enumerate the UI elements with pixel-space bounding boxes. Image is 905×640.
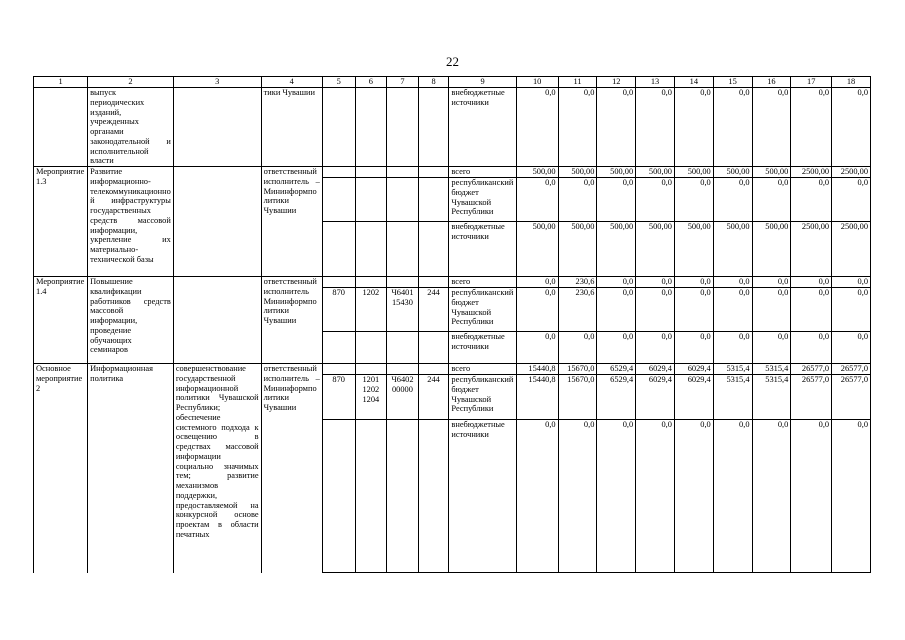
cell-value: 0,0 [752, 420, 791, 573]
cell-code: 244 [418, 375, 449, 420]
cell-code: 1201 1202 1204 [355, 375, 387, 420]
header-cell: 15 [713, 77, 752, 88]
cell-value: 0,0 [791, 288, 832, 332]
cell-value: 6029,4 [674, 375, 713, 420]
cell-results [173, 277, 261, 364]
cell-value: 500,00 [674, 222, 713, 277]
cell-value: 500,00 [597, 167, 636, 178]
cell-value: 2500,00 [791, 222, 832, 277]
header-cell: 7 [387, 77, 419, 88]
cell-value: 0,0 [674, 277, 713, 288]
cell-value: 0,0 [636, 332, 675, 364]
header-cell: 14 [674, 77, 713, 88]
cell-results [173, 88, 261, 167]
cell-source: всего [449, 167, 516, 178]
cell-value: 500,00 [713, 167, 752, 178]
cell-value: 15670,0 [558, 375, 597, 420]
cell-value: 0,0 [674, 178, 713, 222]
cell-value: 230,6 [558, 288, 597, 332]
cell-activity: Мероприятие 1.4 [34, 277, 88, 364]
cell-source: внебюджетные источники [449, 222, 516, 277]
cell-value: 0,0 [832, 420, 871, 573]
cell-value: 0,0 [791, 178, 832, 222]
cell-value: 0,0 [558, 332, 597, 364]
cell-value: 0,0 [713, 288, 752, 332]
cell-value: 0,0 [516, 332, 558, 364]
cell-value: 0,0 [597, 277, 636, 288]
header-cell: 11 [558, 77, 597, 88]
cell-value: 0,0 [674, 332, 713, 364]
cell-value: 500,00 [516, 167, 558, 178]
header-cell: 12 [597, 77, 636, 88]
cell-value: 0,0 [597, 332, 636, 364]
header-cell: 16 [752, 77, 791, 88]
cell-value: 0,0 [674, 88, 713, 167]
cell-results: совершенствование государственной информационной политики Чувашской Республики; обеспечение системного подхода к освещению в средствах массовой информации социально значимых тем; развитие механизмов поддержки, предоставляемой на конкурсной основе проектам в области печатных [173, 364, 261, 573]
cell-value: 26577,0 [832, 375, 871, 420]
cell-activity: Мероприятие 1.3 [34, 167, 88, 277]
cell-source: республиканский бюджет Чувашской Республики [449, 375, 516, 420]
cell-value: 500,00 [597, 222, 636, 277]
table-row [34, 88, 871, 167]
cell-value: 0,0 [791, 88, 832, 167]
cell-value: 0,0 [832, 88, 871, 167]
cell-value: 0,0 [597, 178, 636, 222]
cell-value: 0,0 [791, 332, 832, 364]
page-number: 22 [446, 54, 459, 69]
cell-value: 0,0 [713, 277, 752, 288]
cell-results [173, 167, 261, 277]
cell-value: 0,0 [636, 288, 675, 332]
cell-code: 870 [322, 375, 355, 420]
cell-value: 15670,0 [558, 364, 597, 375]
header-cell: 2 [88, 77, 174, 88]
cell-value: 0,0 [713, 178, 752, 222]
header-cell: 1 [34, 77, 88, 88]
cell-code: 870 [322, 288, 355, 332]
cell-value: 0,0 [597, 420, 636, 573]
cell-title: выпуск периодических изданий, учрежденных органами законодательной и исполнительной власти [88, 88, 174, 167]
cell-code: Ч6402 00000 [387, 375, 419, 420]
cell-value: 0,0 [516, 420, 558, 573]
cell-code: 1202 [355, 288, 387, 332]
cell-value: 500,00 [752, 167, 791, 178]
cell-value: 0,0 [636, 178, 675, 222]
cell-source: республиканский бюджет Чувашской Республики [449, 178, 516, 222]
cell-value: 0,0 [791, 420, 832, 573]
cell-executor: ответственный исполнитель – Мининформполитики Чувашии [261, 364, 322, 573]
cell-value: 26577,0 [832, 364, 871, 375]
cell-value: 0,0 [516, 288, 558, 332]
cell-value: 0,0 [713, 332, 752, 364]
cell-source: внебюджетные источники [449, 88, 516, 167]
header-cell: 17 [791, 77, 832, 88]
header-cell: 8 [418, 77, 449, 88]
cell-value: 0,0 [636, 88, 675, 167]
cell-value: 26577,0 [791, 364, 832, 375]
budget-table [33, 76, 871, 573]
header-cell: 9 [449, 77, 516, 88]
cell-value: 0,0 [597, 88, 636, 167]
cell-value: 6029,4 [674, 364, 713, 375]
cell-value: 0,0 [713, 88, 752, 167]
cell-value: 500,00 [516, 222, 558, 277]
cell-value: 0,0 [597, 288, 636, 332]
header-cell: 3 [173, 77, 261, 88]
cell-value: 0,0 [558, 178, 597, 222]
cell-value: 500,00 [558, 167, 597, 178]
cell-value: 0,0 [752, 332, 791, 364]
header-cell: 13 [636, 77, 675, 88]
cell-value: 0,0 [636, 277, 675, 288]
header-cell: 18 [832, 77, 871, 88]
cell-value: 500,00 [752, 222, 791, 277]
cell-value: 0,0 [674, 420, 713, 573]
cell-value: 0,0 [752, 288, 791, 332]
header-cell: 5 [322, 77, 355, 88]
cell-value: 0,0 [791, 277, 832, 288]
cell-value: 5315,4 [713, 364, 752, 375]
cell-title: Развитие информационно-телекоммуникационной инфраструктуры государственных средств массовой информации, укрепление их материально-технической базы [88, 167, 174, 277]
cell-source: внебюджетные источники [449, 332, 516, 364]
table-row [34, 277, 871, 288]
cell-value: 500,00 [558, 222, 597, 277]
cell-value: 0,0 [752, 277, 791, 288]
cell-value: 0,0 [832, 277, 871, 288]
cell-source: внебюджетные источники [449, 420, 516, 573]
cell-value: 0,0 [516, 277, 558, 288]
cell-value: 0,0 [752, 88, 791, 167]
cell-value: 6029,4 [636, 375, 675, 420]
cell-value: 230,6 [558, 277, 597, 288]
cell-activity: Основное мероприятие 2 [34, 364, 88, 573]
cell-source: республиканский бюджет Чувашской Республики [449, 288, 516, 332]
header-cell: 4 [261, 77, 322, 88]
cell-value: 0,0 [674, 288, 713, 332]
cell-code: Ч6401 15430 [387, 288, 419, 332]
cell-code: 244 [418, 288, 449, 332]
cell-executor: ответственный исполнитель Мининформполитики Чувашии [261, 277, 322, 364]
cell-value: 0,0 [516, 178, 558, 222]
cell-value: 0,0 [713, 420, 752, 573]
header-cell: 10 [516, 77, 558, 88]
cell-source: всего [449, 364, 516, 375]
cell-value: 2500,00 [832, 222, 871, 277]
cell-value: 500,00 [713, 222, 752, 277]
table-row [34, 364, 871, 375]
cell-value: 2500,00 [832, 167, 871, 178]
cell-value: 0,0 [832, 288, 871, 332]
cell-value: 5315,4 [713, 375, 752, 420]
cell-value: 0,0 [636, 420, 675, 573]
cell-value: 500,00 [636, 222, 675, 277]
header-cell: 6 [355, 77, 387, 88]
table-row [34, 167, 871, 178]
cell-source: всего [449, 277, 516, 288]
cell-value: 15440,8 [516, 375, 558, 420]
cell-value: 0,0 [558, 88, 597, 167]
cell-value: 0,0 [832, 178, 871, 222]
cell-value: 0,0 [752, 178, 791, 222]
cell-value: 0,0 [558, 420, 597, 573]
cell-value: 15440,8 [516, 364, 558, 375]
cell-title: Повышение квалификации работников средств массовой информации, проведение обучающих семинаров [88, 277, 174, 364]
cell-value: 0,0 [832, 332, 871, 364]
cell-title: Информационная политика [88, 364, 174, 573]
cell-value: 6029,4 [636, 364, 675, 375]
cell-value: 500,00 [674, 167, 713, 178]
cell-executor: тики Чувашии [261, 88, 322, 167]
header-row [34, 77, 871, 88]
cell-value: 5315,4 [752, 364, 791, 375]
cell-value: 5315,4 [752, 375, 791, 420]
cell-value: 6529,4 [597, 364, 636, 375]
cell-value: 0,0 [516, 88, 558, 167]
cell-value: 26577,0 [791, 375, 832, 420]
cell-executor: ответственный исполнитель – Мининформполитики Чувашии [261, 167, 322, 277]
cell-value: 6529,4 [597, 375, 636, 420]
cell-value: 500,00 [636, 167, 675, 178]
cell-value: 2500,00 [791, 167, 832, 178]
cell-activity [34, 88, 88, 167]
